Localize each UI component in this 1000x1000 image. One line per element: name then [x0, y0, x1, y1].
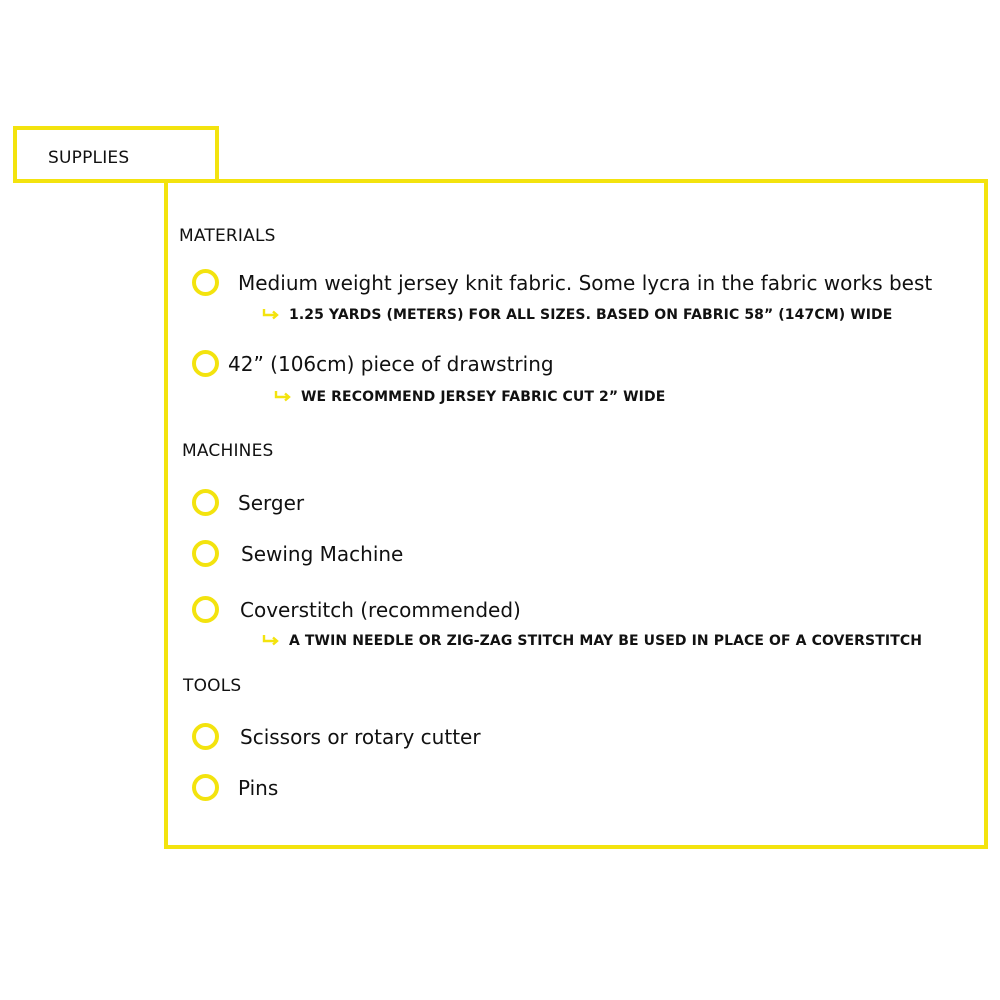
circle-checkbox-icon[interactable]	[192, 540, 219, 567]
corner-down-right-arrow-icon	[262, 308, 280, 322]
item-label: Medium weight jersey knit fabric. Some lycra in the fabric works best	[238, 270, 933, 295]
checklist-item-coverstitch[interactable]	[192, 596, 521, 623]
section-heading-machines: MACHINES	[182, 441, 274, 461]
checklist-item-pins[interactable]	[192, 774, 278, 801]
item-label: Sewing Machine	[241, 541, 404, 566]
item-label: Serger	[238, 490, 305, 515]
section-heading-materials: MATERIALS	[179, 226, 276, 246]
corner-down-right-arrow-icon	[262, 634, 280, 648]
item-note-drawstring	[274, 389, 665, 405]
item-note-text: WE RECOMMEND JERSEY FABRIC CUT 2” WIDE	[301, 389, 666, 405]
circle-checkbox-icon[interactable]	[192, 489, 219, 516]
checklist-item-fabric[interactable]	[192, 269, 932, 296]
supplies-title: SUPPLIES	[48, 148, 130, 168]
item-note-coverstitch	[262, 633, 922, 649]
item-label: Scissors or rotary cutter	[240, 724, 481, 749]
item-note-text: 1.25 YARDS (METERS) FOR ALL SIZES. BASED ON FABRIC 58” (147CM) WIDE	[289, 307, 893, 323]
tab-underline	[13, 179, 168, 183]
checklist-item-scissors[interactable]	[192, 723, 481, 750]
circle-checkbox-icon[interactable]	[192, 269, 219, 296]
supplies-panel	[164, 179, 988, 849]
item-label: 42” (106cm) piece of drawstring	[228, 351, 554, 376]
item-note-text: A TWIN NEEDLE OR ZIG-ZAG STITCH MAY BE USED IN PLACE OF A COVERSTITCH	[289, 633, 923, 649]
checklist-item-sewing-machine[interactable]	[192, 540, 403, 567]
item-note-fabric	[262, 307, 892, 323]
circle-checkbox-icon[interactable]	[192, 350, 219, 377]
circle-checkbox-icon[interactable]	[192, 723, 219, 750]
corner-down-right-arrow-icon	[274, 390, 292, 404]
circle-checkbox-icon[interactable]	[192, 774, 219, 801]
section-heading-tools: TOOLS	[183, 676, 242, 696]
item-label: Coverstitch (recommended)	[240, 597, 521, 622]
item-label: Pins	[238, 775, 279, 800]
checklist-item-serger[interactable]	[192, 489, 304, 516]
checklist-item-drawstring[interactable]	[192, 350, 554, 377]
supplies-tab	[13, 126, 219, 183]
circle-checkbox-icon[interactable]	[192, 596, 219, 623]
